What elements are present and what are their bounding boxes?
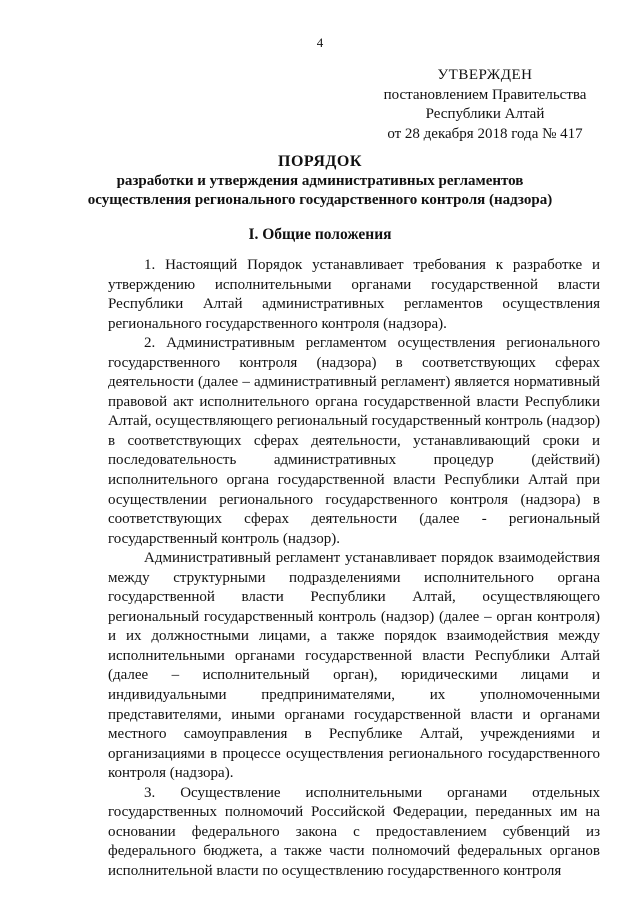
paragraph: 1. Настоящий Порядок устанавливает требования к разработке и утверждению исполнительными органами государственной власти Республики Алтай административных регламентов осуществления регионального государственного контроля (надзора).: [108, 257, 600, 332]
title-subtitle-1: разработки и утверждения административных регламентов: [116, 173, 524, 189]
paragraph: 2. Административным регламентом осуществления регионального государственного контроля (надзора) в соответствующих сферах деятельности (далее – административный регламент) является нормативный правовой акт исполнительного органа государственной власти Республики Алтай, осуществляющего региональный государственный контроль (надзор) в соответствующих сферах деятельности, устанавливающий сроки и последовательность административных процедур (действий) исполнительного органа государственной власти Республики Алтай при осуществлении регионального государственного контроля (надзора) в соответствующих сферах деятельности (далее - региональный государственный контроль (надзор).: [108, 335, 600, 547]
approval-line-1: постановлением Правительства: [383, 86, 587, 103]
approval-line-2: Республики Алтай: [425, 106, 545, 122]
paragraph: Административный регламент устанавливает порядок взаимодействия между структурными подразделениями исполнительного органа государственной власти Республики Алтай, осуществляющего региональный государственный контроль (надзор) (далее – орган контроля) и их должностными лицами, а также порядок взаимодействия между исполнительными органами государственной власти Республики Алтай (далее – исполнительный орган), юридическими лицами и индивидуальными предпринимателями, их уполномоченными представителями, иными органами государственной власти и органами местного самоуправления в Республике Алтай, учреждениями и организациями в процессе осуществления регионального государственного контроля (надзора).: [108, 550, 600, 782]
title-main: ПОРЯДОК: [278, 153, 362, 170]
document-body: [108, 256, 600, 882]
page-number: 4: [316, 35, 324, 50]
approval-line-3: от 28 декабря 2018 года № 417: [387, 125, 583, 142]
section-heading: I. Общие положения: [248, 226, 392, 243]
paragraph: 3. Осуществление исполнительными органами отдельных государственных полномочий Российской Федерации, переданных им на основании федерального закона с предоставлением субвенций из федерального бюджета, а также части полномочий федеральных органов исполнительной власти по осуществлению государственного контроля: [108, 784, 600, 879]
title-subtitle-2: осуществления регионального государственного контроля (надзора): [87, 192, 553, 208]
approval-stamp-block: [360, 66, 610, 144]
approval-heading: УТВЕРЖДЕН: [437, 67, 533, 83]
document-title: [40, 152, 600, 210]
